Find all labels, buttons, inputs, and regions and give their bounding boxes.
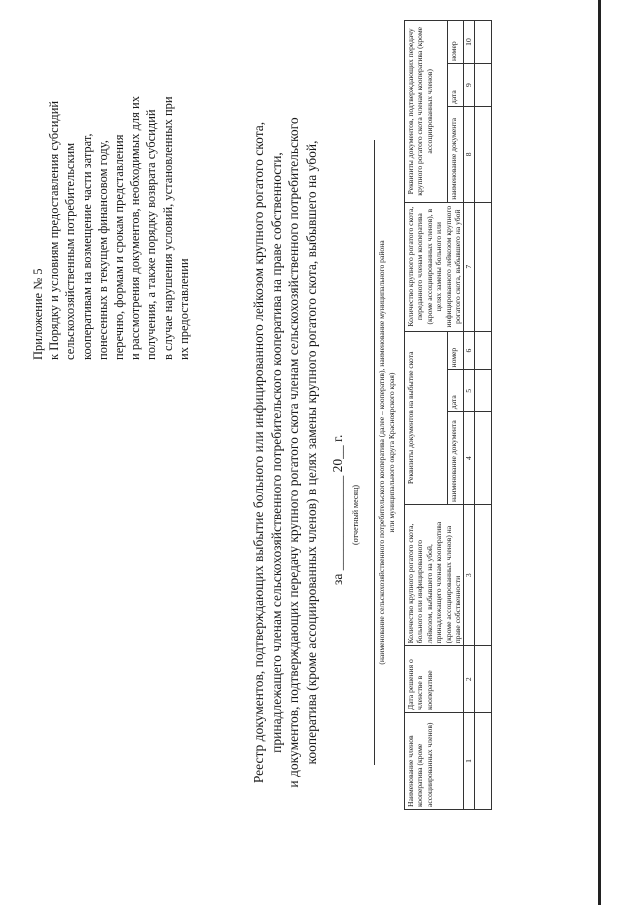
column-number-row bbox=[464, 21, 475, 810]
registry-table bbox=[404, 20, 492, 810]
table-cell bbox=[475, 64, 492, 107]
title-line: Реестр документов, подтверждающих выбытие больного или инфицированного лейкозом крупного рогатого скота, bbox=[251, 121, 266, 784]
column-number: 7 bbox=[464, 202, 475, 331]
column-number: 4 bbox=[464, 412, 475, 505]
title-line: принадлежащего членам сельскохозяйственного потребительского кооператива на праве собственности, bbox=[268, 152, 284, 753]
header-member-name: Наименование членов кооператива (кроме ассоциированных членов) bbox=[405, 712, 464, 809]
title-line: и документов, подтверждающих передачу крупного рогатого скота членам сельскохозяйственного потребительского bbox=[286, 117, 301, 788]
column-number: 6 bbox=[464, 331, 475, 370]
subheader-doc-date: дата bbox=[447, 64, 464, 107]
table-cell bbox=[475, 107, 492, 203]
column-number: 2 bbox=[464, 646, 475, 713]
table-cell bbox=[475, 202, 492, 331]
header-membership-date: Дата решения о членстве в кооперативе bbox=[405, 646, 464, 713]
appendix-line: сельскохозяйственным потребительским bbox=[63, 142, 78, 360]
caption-line: (наименование сельскохозяйственного потребительского кооператива (далее – кооператив), наименование муниципального района bbox=[377, 240, 386, 665]
subheader-doc-number: номер bbox=[447, 21, 464, 64]
title-line: кооператива (кроме ассоциированных членов) в целях замены крупного рогатого скота, выбывшего на убой, bbox=[303, 140, 319, 765]
appendix-line: в случае нарушения условий, установленных при bbox=[160, 96, 175, 360]
column-number: 1 bbox=[464, 712, 475, 809]
appendix-header bbox=[30, 15, 192, 360]
table-cell bbox=[475, 412, 492, 505]
column-number: 8 bbox=[464, 107, 475, 203]
table-cell bbox=[475, 370, 492, 412]
appendix-line: кооперативам на возмещение части затрат, bbox=[79, 133, 94, 360]
header-transfer-documents: Реквизиты документов, подтверждающих передачу крупного рогатого скота членам кооператива (кроме ассоциированных членов) bbox=[405, 21, 448, 203]
column-number: 3 bbox=[464, 504, 475, 645]
table-empty-row bbox=[475, 21, 492, 810]
header-cattle-disposed-count: Количество крупного рогатого скота, больного или инфицированного лейкозом, выбывшего на убой, принадлежащего членам кооператива (кроме ассоциированных членов) на праве собственности bbox=[405, 504, 464, 645]
appendix-line: Приложение № 5 bbox=[31, 268, 45, 360]
appendix-line: к Порядку и условиям предоставления субсидий bbox=[47, 100, 62, 360]
appendix-line: и рассмотрения документов, необходимых для их bbox=[128, 96, 143, 360]
document-title bbox=[250, 30, 320, 875]
header-cattle-transferred-count: Количество крупного рогатого скота, переданного членам кооператива (кроме ассоциированных членов), в целях замены больного или инфицированного лейкозом крупного рогатого скота, выбывшего на убой bbox=[405, 202, 464, 331]
subheader-doc-name: наименование документа bbox=[447, 412, 464, 505]
subheader-doc-name: наименование документа bbox=[447, 107, 464, 203]
reporting-period-caption: (отчетный месяц) bbox=[351, 484, 360, 545]
column-number: 9 bbox=[464, 64, 475, 107]
cooperative-name-line bbox=[374, 140, 375, 765]
page-edge-line bbox=[598, 0, 601, 905]
table-cell bbox=[475, 712, 492, 809]
table-cell bbox=[475, 21, 492, 64]
column-number: 10 bbox=[464, 21, 475, 64]
table-header-row bbox=[405, 21, 448, 810]
subheader-doc-date: дата bbox=[447, 370, 464, 412]
column-number: 5 bbox=[464, 370, 475, 412]
cooperative-name-caption bbox=[377, 140, 397, 765]
appendix-line: их предоставлении bbox=[176, 258, 191, 360]
table-cell bbox=[475, 331, 492, 370]
appendix-line: понесенных в текущем финансовом году, bbox=[95, 140, 110, 360]
table-cell bbox=[475, 504, 492, 645]
table-cell bbox=[475, 646, 492, 713]
header-disposal-documents: Реквизиты документов на выбытие скота bbox=[405, 331, 448, 504]
appendix-line: перечню, формам и срокам представления bbox=[112, 134, 127, 360]
caption-line: или муниципального округа Красноярского края) bbox=[387, 372, 396, 533]
appendix-line: получения, а также порядку возврата субсидий bbox=[144, 109, 159, 360]
reporting-period: за ______________ 20__ г. bbox=[330, 434, 345, 585]
subheader-doc-number: номер bbox=[447, 331, 464, 370]
